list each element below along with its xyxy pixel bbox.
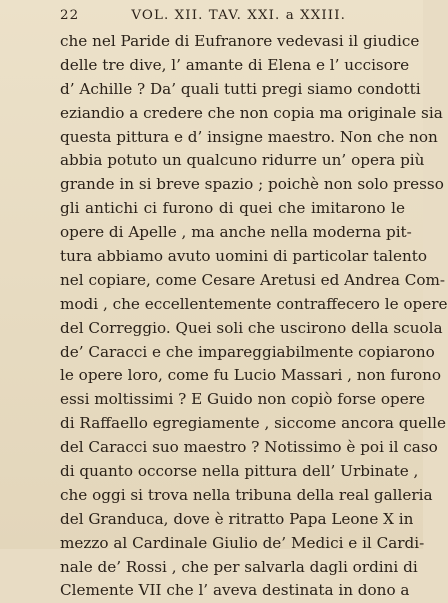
body-text (60, 30, 448, 603)
text-line: abbia potuto un qualcuno ridurre un’ opera più (60, 151, 425, 170)
text-line: nel copiare, come Cesare Aretusi ed Andrea Com- (60, 270, 446, 289)
text-line: di quanto occorse nella pittura dell’ Urbinate , (60, 462, 419, 481)
text-line: nale de’ Rossi , che per salvarla dagli ordini di (60, 557, 418, 576)
text-line: Clemente VII che l’ aveva destinata in dono a (60, 581, 410, 600)
page-number: 22 (60, 8, 80, 23)
text-line: opere di Apelle , ma anche nella moderna pit- (60, 223, 412, 242)
text-line: de’ Caracci e che impareggiabilmente copiarono (60, 342, 435, 361)
text-line: che oggi si trova nella tribuna della real galleria (60, 485, 433, 504)
text-line: gli antichi ci furono di quei che imitarono le (60, 199, 405, 218)
text-line: grande in si breve spazio ; poichè non solo presso (60, 175, 444, 194)
header-title: VOL. XII. TAV. XXI. a XXIII. (131, 8, 346, 23)
text-line: tura abbiamo avuto uomini di particolar talento (60, 247, 428, 266)
text-line: questa pittura e d’ insigne maestro. Non che non (60, 127, 438, 146)
text-line: modi , che eccellentemente contraffecero le opere (60, 294, 448, 313)
text-line: le opere loro, come fu Lucio Massari , non furono (60, 366, 442, 385)
text-line: che nel Paride di Eufranore vedevasi il giudice (60, 32, 420, 50)
text-line: delle tre dive, l’ amante di Elena e l’ uccisore (60, 55, 410, 74)
text-line: del Caracci suo maestro ? Notissimo è poi il caso (60, 438, 438, 457)
text-line: del Granduca, dove è ritratto Papa Leone X in (60, 509, 414, 528)
text-line: d’ Achille ? Da’ quali tutti pregi siamo condotti (60, 79, 421, 98)
text-line: del Correggio. Quei soli che uscirono della scuola (60, 318, 443, 337)
text-line: di Raffaello egregiamente , siccome ancora quelle (60, 414, 446, 433)
running-head (60, 5, 405, 27)
text-line: essi moltissimi ? E Guido non copiò forse opere (60, 390, 425, 409)
text-line: eziandio a credere che non copia ma originale sia (60, 103, 443, 122)
text-line: mezzo al Cardinale Giulio de’ Medici e il Cardi- (60, 533, 425, 552)
